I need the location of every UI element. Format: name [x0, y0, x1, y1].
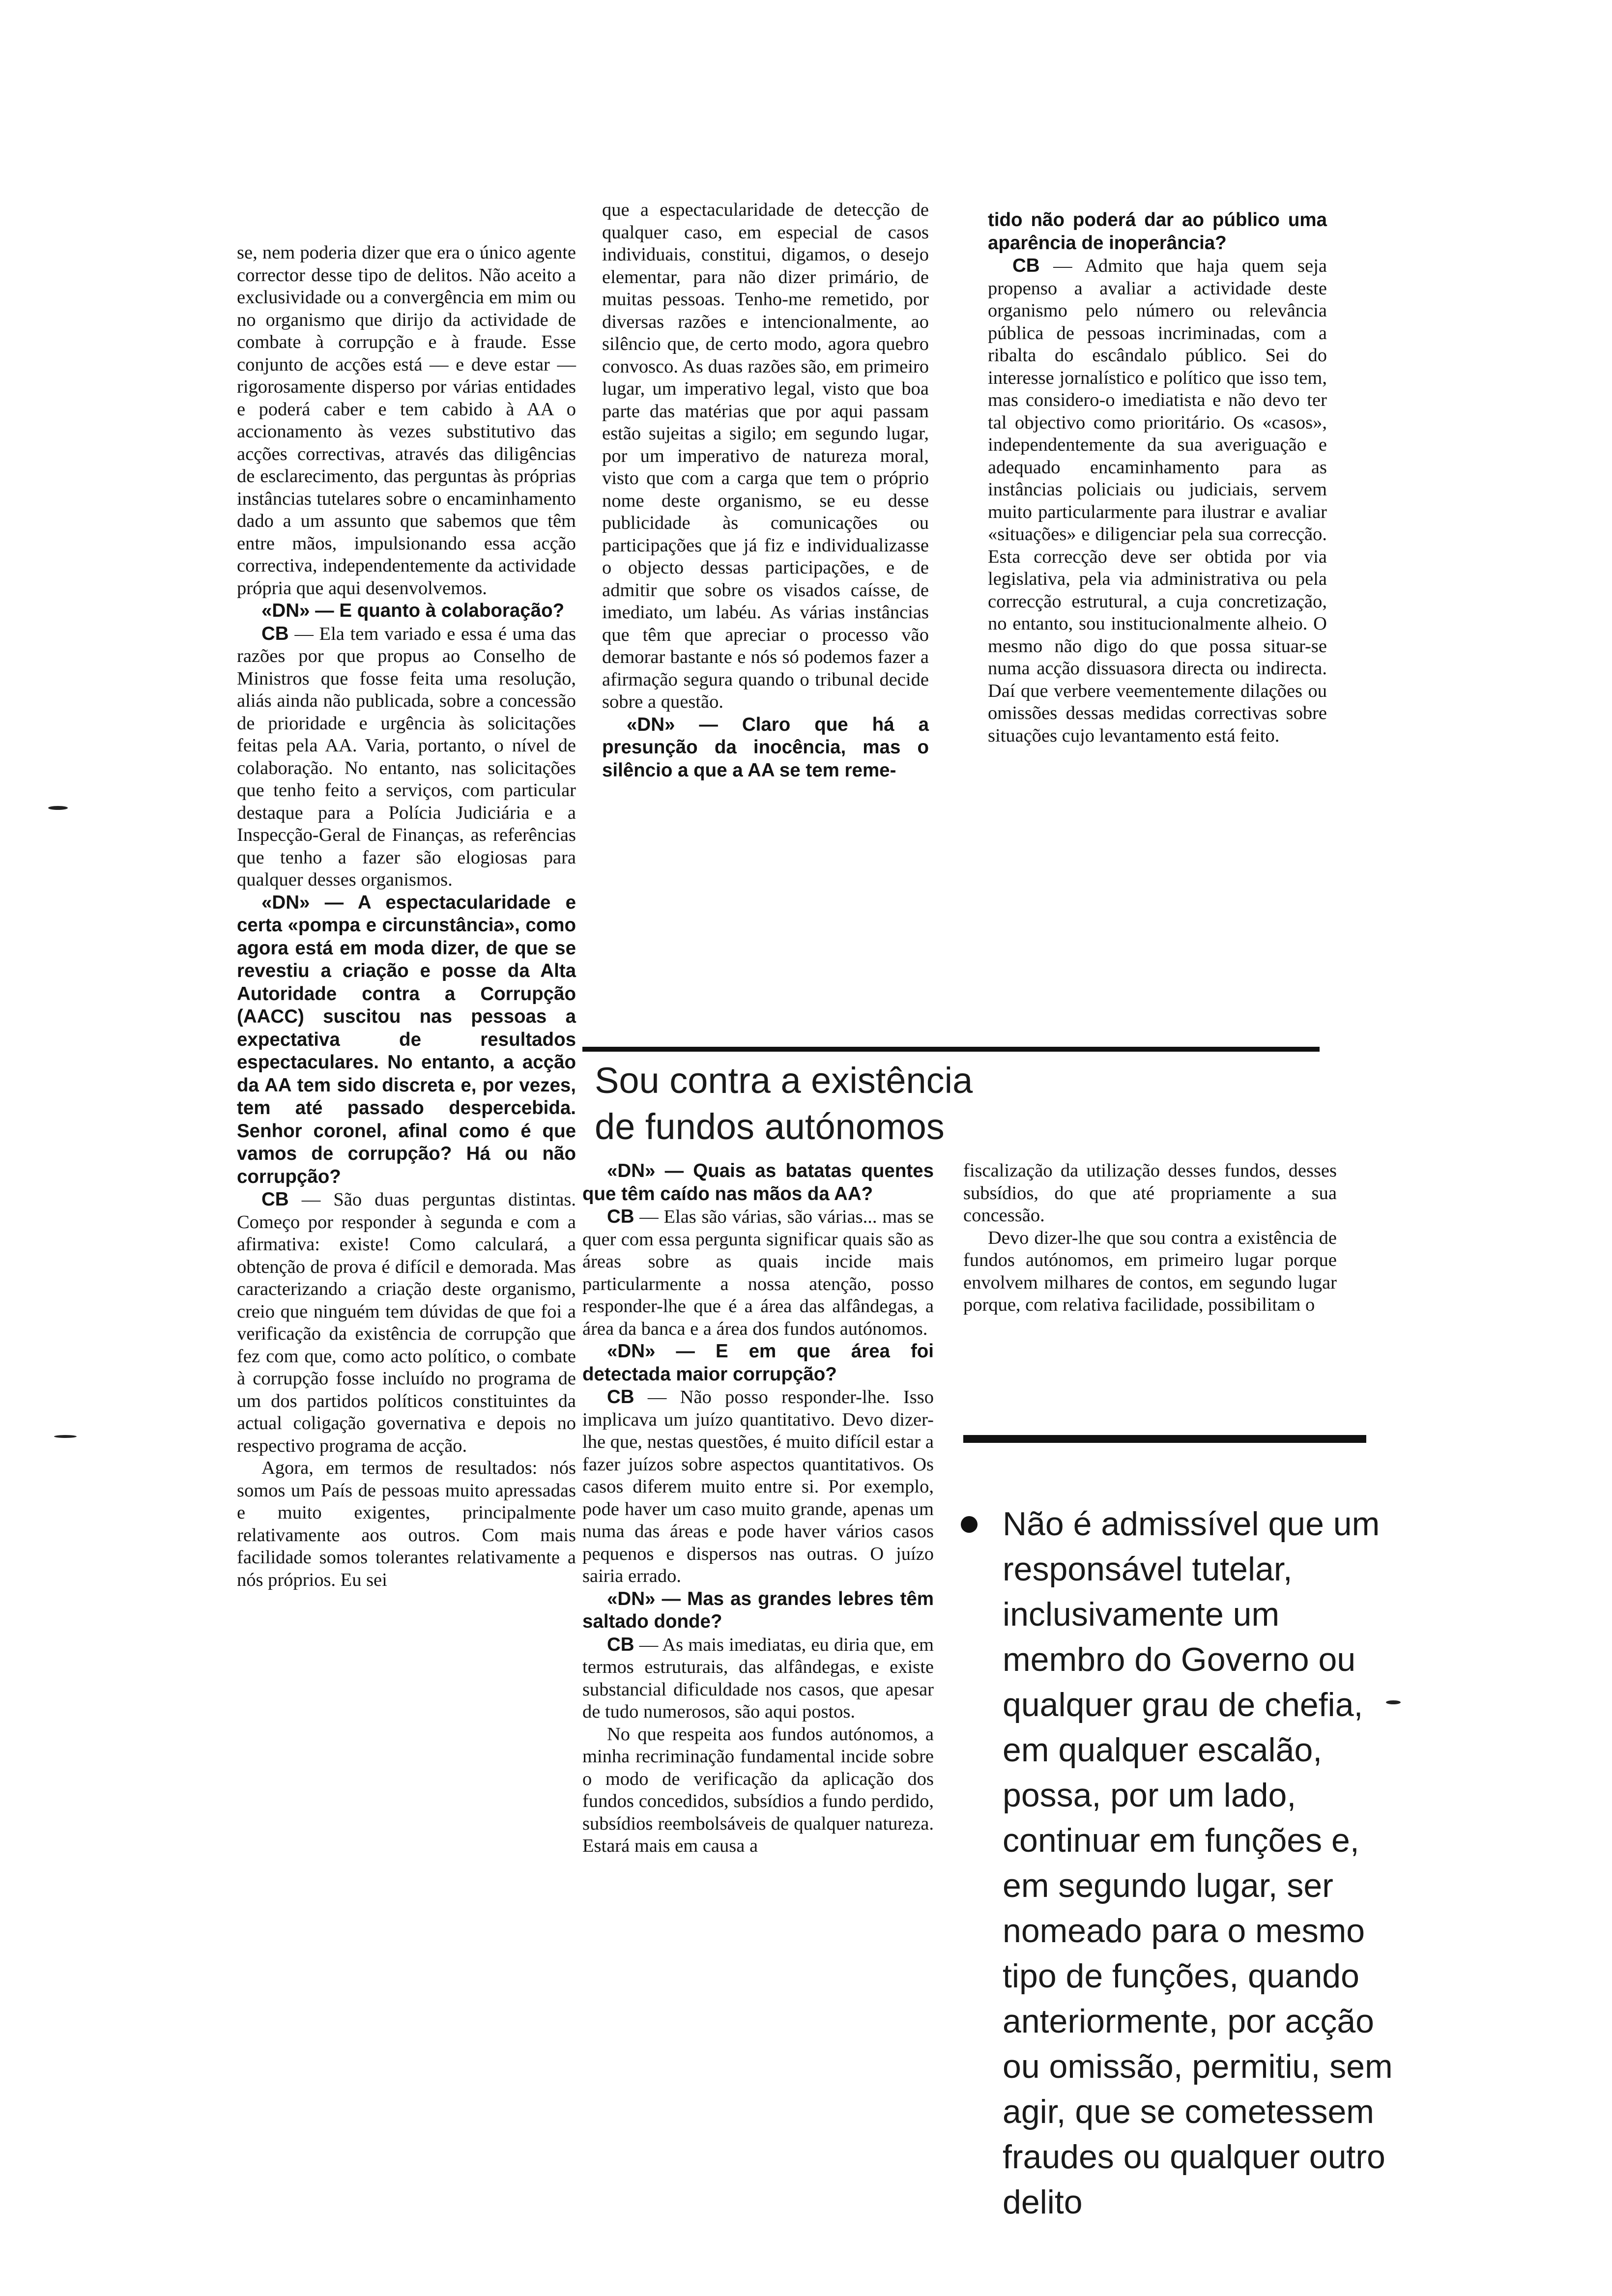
bullet-icon	[961, 1516, 978, 1533]
speaker-label: CB	[261, 1189, 289, 1210]
speaker-label: CB	[261, 623, 289, 644]
question-text: «DN» — Quais as batatas quentes que têm caído nas mãos da AA?	[582, 1160, 934, 1205]
scan-mark	[48, 806, 68, 810]
interview-answer	[237, 623, 576, 891]
question-text: «DN» — Claro que há a presunção da inocência, mas o silêncio a que a AA se tem reme-	[602, 714, 929, 781]
article-column-3-continued	[963, 1160, 1337, 1317]
speaker-label: CB	[1012, 255, 1040, 276]
paragraph: se, nem poderia dizer que era o único agente corrector desse tipo de delitos. Não aceito a exclusividade ou a convergência em mim ou no organismo que dirijo da actividade de combate à corrupção e à fraude. Esse conjunto de acções está — e deve estar — rigorosamente disperso por várias entidades e poderá caber e tem cabido à AA o accionamento às vezes substitutivo das acções correctivas, através das diligências de esclarecimento, das perguntas às próprias instâncias tutelares sobre o encaminhamento dado a um assunto que sabemos que têm entre mãos, impulsionando essa acção correctiva, independentemente da actividade própria que aqui desenvolvemos.	[237, 242, 576, 599]
scan-mark	[54, 1435, 77, 1438]
paragraph: Agora, em termos de resultados: nós somos um País de pessoas muito apressadas e muito exigentes, principalmente relativamente aos outros. Com mais facilidade somos tolerantes relativamente a nós próprios. Eu sei	[237, 1458, 576, 1590]
section-headline	[595, 1058, 1332, 1150]
speaker-label: CB	[607, 1206, 634, 1227]
answer-text: — As mais imediatas, eu diria que, em termos estruturais, das alfândegas, e existe substancial dificuldade nos casos, que apesar de tudo numerosos, são aqui postos.	[582, 1634, 934, 1722]
article-column-3	[988, 209, 1327, 747]
interview-question	[602, 714, 929, 782]
section-divider	[582, 1047, 1320, 1052]
interview-answer	[237, 1188, 576, 1457]
pull-quote: Não é admissível que um responsável tutelar, inclusivamente um membro do Governo ou qualquer grau de chefia, em qualquer escalão, possa, por um lado, continuar em funções e, em segundo lugar, ser nomeado para o mesmo tipo de funções, quando anteriormente, por acção ou omissão, permitiu, sem agir, que se cometessem fraudes ou qualquer outro delito	[1003, 1505, 1393, 2221]
question-text: «DN» — Mas as grandes lebres têm saltado donde?	[582, 1588, 934, 1632]
speaker-label: CB	[607, 1386, 634, 1407]
paragraph: No que respeita aos fundos autónomos, a minha recriminação fundamental incide sobre o modo de verificação da aplicação dos fundos concedidos, subsídios a fundo perdido, subsídios reembolsáveis de qualquer natureza. Estará mais em causa a	[582, 1723, 934, 1856]
paragraph: que a espectacularidade de detecção de qualquer caso, em especial de casos individuais, constitui, digamos, o desejo elementar, para não dizer primário, de muitas pessoas. Tenho-me remetido, por diversas razões e intencionalmente, ao silêncio que, de certo modo, agora quebro convosco. As duas razões são, em primeiro lugar, um imperativo legal, visto que boa parte das matérias que por aqui passam estão sujeitas a sigilo; em segundo lugar, por um imperativo de natureza moral, visto que com a carga que tem o próprio nome deste organismo, se eu desse publicidade às comunicações ou participações que já fiz e individualizasse o objecto dessas participações, e de admitir que sobre os visados caísse, de imediato, um labéu. As várias instâncias que têm que apreciar o processo vão demorar bastante e nós só podemos fazer a afirmação segura quando o tribunal decide sobre a questão.	[602, 200, 929, 712]
article-column-2	[602, 199, 929, 782]
question-text: «DN» — A espectacularidade e certa «pompa e circunstância», como agora está em moda dizer, de que se revestiu a criação e posse da Alta Autoridade contra a Corrupção (AACC) suscitou nas pessoas a expectativa de resultados espectaculares. No entanto, a acção da AA tem sido discreta e, por vezes, tem até passado despercebida. Senhor coronel, afinal como é que vamos de corrupção? Há ou não corrupção?	[237, 891, 576, 1187]
section-divider	[963, 1435, 1366, 1443]
question-text: «DN» — E quanto à colaboração?	[261, 600, 565, 621]
paragraph: Devo dizer-lhe que sou contra a existência de fundos autónomos, em primeiro lugar porque envolvem milhares de contos, em segundo lugar porque, com relativa facilidade, possibilitam o	[963, 1227, 1337, 1315]
interview-answer	[988, 255, 1327, 747]
answer-text: — Admito que haja quem seja propenso a avaliar a actividade deste organismo pelo número ou relevância pública de pessoas incriminadas, com a ribalta do escândalo público. Sei do interesse jornalístico e político que isso tem, mas considero-o imediatista e não devo ter tal objectivo como prioritário. Os «casos», independentemente da sua averiguação e adequado encaminhamento para as instâncias policiais ou judiciais, servem muito particularmente para ilustrar e avaliar «situações» e diligenciar pela sua correcção. Esta correcção deve ser obtida por via legislativa, pela via administrativa ou pela correcção estrutural, a cuja concretização, no entanto, sou institucionalmente alheio. O mesmo não digo do que possa situar-se numa acção dissuasora directa ou indirecta. Daí que verbere veementemente dilações ou omissões dessas medidas correctivas sobre situações cujo levantamento está feito.	[988, 256, 1327, 746]
interview-question	[237, 600, 576, 623]
answer-text: — São duas perguntas distintas. Começo por responder à segunda e com a afirmativa: existe! Como calculará, a obtenção de prova é difícil e demorada. Mas caracterizando a criação deste organismo, creio que ninguém tem dúvidas de que foi a verificação da existência de corrupção que fez com que, como acto político, o combate à corrupção fosse incluído no programa de um dos partidos políticos constituintes da actual coligação governativa e depois no respectivo programa de acção.	[237, 1189, 576, 1456]
interview-question	[582, 1160, 934, 1205]
question-text: tido não poderá dar ao público uma aparência de inoperância?	[988, 209, 1327, 254]
interview-question	[988, 209, 1327, 255]
interview-question	[582, 1340, 934, 1386]
headline-line-2: de fundos autónomos	[595, 1106, 945, 1147]
interview-question	[582, 1588, 934, 1634]
speaker-label: CB	[607, 1634, 634, 1655]
article-column-2-continued	[582, 1160, 934, 1858]
interview-answer	[582, 1386, 934, 1588]
headline-line-1: Sou contra a existência	[595, 1060, 973, 1101]
answer-text: — Ela tem variado e essa é uma das razões por que propus ao Conselho de Ministros que fosse feita uma resolução, aliás ainda não publicada, sobre a concessão de prioridade e urgência às solicitações feitas pela AA. Varia, portanto, o nível de colaboração. No entanto, nas solicitações que tenho feito a serviços, com particular destaque para a Polícia Judiciária e a Inspecção-Geral de Finanças, as referências que tenho a fazer são elogiosas para qualquer desses organismos.	[237, 623, 576, 890]
answer-text: — Elas são várias, são várias... mas se quer com essa pergunta significar quais são as áreas sobre as quais incide mais particularmente a nossa atenção, posso responder-lhe que é a área das alfândegas, a área da banca e a área dos fundos autónomos.	[582, 1206, 934, 1339]
interview-answer	[582, 1634, 934, 1723]
interview-question	[237, 891, 576, 1189]
question-text: «DN» — E em que área foi detectada maior corrupção?	[582, 1341, 934, 1385]
answer-text: — Não posso responder-lhe. Isso implicava um juízo quantitativo. Devo dizer-lhe que, nestas questões, é muito difícil estar a fazer juízos sobre aspectos quantitativos. Os casos diferem muito entre si. Por exemplo, pode haver um caso muito grande, apenas um numa das áreas e pode haver vários casos pequenos e dispersos nas outras. O juízo sairia errado.	[582, 1387, 934, 1586]
paragraph: fiscalização da utilização desses fundos, desses subsídios, do que até propriamente a sua concessão.	[963, 1160, 1337, 1226]
article-column-1	[237, 242, 576, 1591]
scan-mark	[1386, 1700, 1401, 1704]
interview-answer	[582, 1205, 934, 1340]
